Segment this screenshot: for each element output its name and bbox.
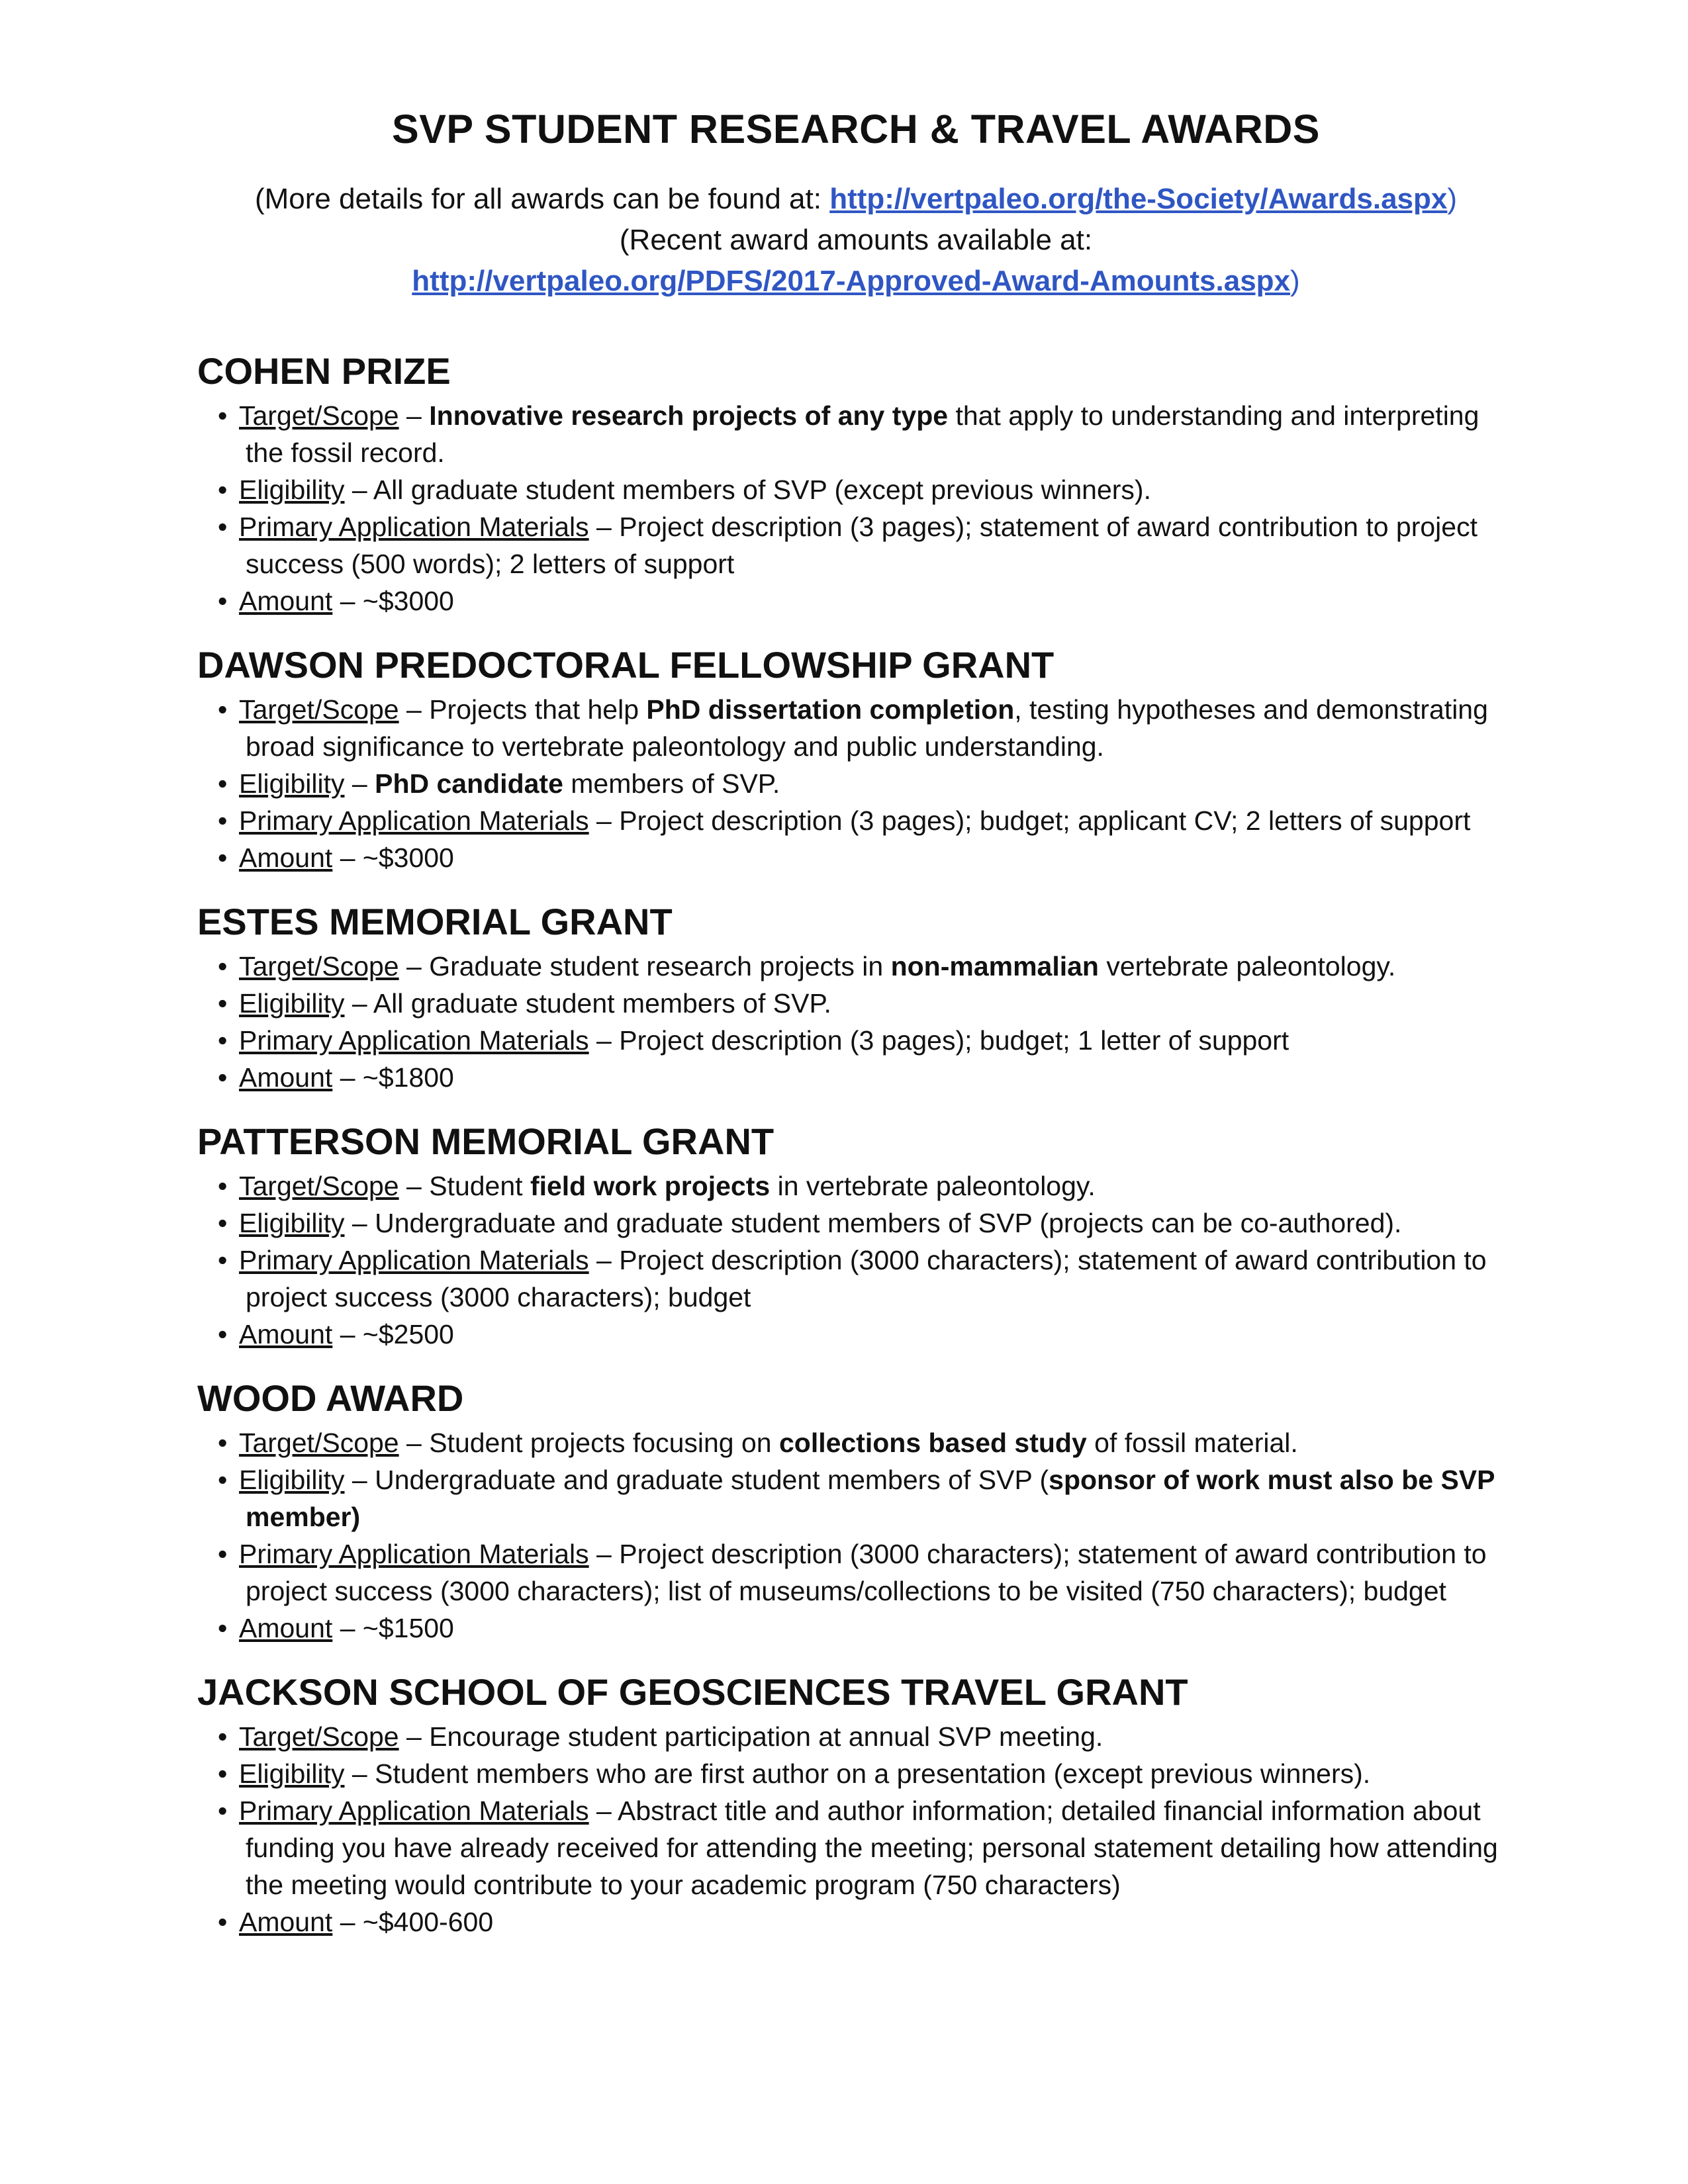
bullet-icon: •: [218, 1758, 228, 1789]
separator: –: [344, 475, 373, 505]
separator: –: [344, 1758, 375, 1789]
materials-value: Project description (3 pages); statement of award contribution to project success (500 words); 2 letters of support: [246, 512, 1477, 579]
target-scope-item: [197, 1424, 1515, 1461]
award-details: [197, 1167, 1515, 1353]
bullet-icon: •: [218, 1613, 228, 1643]
materials-label: Primary Application Materials: [239, 1796, 589, 1826]
award-heading: COHEN PRIZE: [197, 350, 451, 392]
bullet-icon: •: [218, 1796, 228, 1826]
separator: –: [399, 1171, 430, 1201]
separator: –: [344, 988, 373, 1019]
separator: –: [399, 1428, 430, 1458]
eligibility-label: Eligibility: [239, 1465, 345, 1495]
bullet-icon: •: [218, 1465, 228, 1495]
materials-label: Primary Application Materials: [239, 1539, 589, 1569]
materials-value: Project description (3000 characters); statement of award contribution to project success (3000 characters); list of museums/collections to be visited (750 characters); budget: [246, 1539, 1487, 1606]
amount-label: Amount: [239, 1319, 333, 1349]
target-text-end: of fossil material.: [1086, 1428, 1298, 1458]
awards-link[interactable]: http://vertpaleo.org/the-Society/Awards.aspx: [829, 183, 1448, 215]
bullet-icon: •: [218, 1208, 228, 1238]
target-text: Student projects focusing on: [429, 1428, 779, 1458]
eligibility-label: Eligibility: [239, 768, 345, 799]
award-section: [197, 1375, 1515, 1647]
award-section: [197, 899, 1515, 1096]
materials-label: Primary Application Materials: [239, 1245, 589, 1275]
separator: –: [332, 1613, 363, 1643]
amount-label: Amount: [239, 1613, 333, 1643]
amount-value: ~$3000: [362, 586, 454, 616]
award-details: [197, 948, 1515, 1096]
award-heading: WOOD AWARD: [197, 1377, 464, 1419]
award-section: [197, 642, 1515, 876]
target-label: Target/Scope: [239, 1428, 399, 1458]
separator: –: [588, 1245, 620, 1275]
bullet-icon: •: [218, 1245, 228, 1275]
separator: –: [588, 512, 620, 542]
separator: –: [332, 1319, 363, 1349]
bullet-icon: •: [218, 694, 228, 725]
bullet-icon: •: [218, 1319, 228, 1349]
separator: –: [332, 586, 363, 616]
separator: –: [332, 1062, 363, 1093]
eligibility-text: All graduate student members of SVP (except previous winners).: [373, 475, 1151, 505]
target-scope-item: [197, 1718, 1515, 1755]
document-page: [197, 99, 1515, 1963]
amount-value: ~$3000: [362, 842, 454, 873]
separator: –: [344, 1465, 375, 1495]
bullet-icon: •: [218, 1539, 228, 1569]
eligibility-label: Eligibility: [239, 988, 345, 1019]
target-text: Student: [429, 1171, 530, 1201]
materials-item: [197, 1792, 1515, 1903]
materials-item: [197, 508, 1515, 582]
eligibility-label: Eligibility: [239, 1208, 345, 1238]
intro-block: [197, 179, 1515, 302]
separator: –: [588, 1796, 618, 1826]
materials-value: Abstract title and author information; detailed financial information about funding you have already received for attending the meeting; personal statement detailing how attending the meeting would contribute to your academic program (750 characters): [246, 1796, 1498, 1900]
award-amounts-link[interactable]: http://vertpaleo.org/PDFS/2017-Approved-Award-Amounts.aspx: [412, 265, 1291, 297]
target-bold-text: non-mammalian: [890, 951, 1099, 981]
separator: –: [332, 1907, 363, 1937]
target-text-end: , testing hypotheses and demonstrating broad significance to vertebrate paleontology and public understanding.: [246, 694, 1488, 762]
eligibility-label: Eligibility: [239, 1758, 345, 1789]
eligibility-text: Undergraduate and graduate student members of SVP (projects can be co-authored).: [375, 1208, 1402, 1238]
amount-item: [197, 1059, 1515, 1096]
bullet-icon: •: [218, 1428, 228, 1458]
amount-label: Amount: [239, 842, 333, 873]
intro-line-2: (Recent award amounts available at:: [619, 224, 1093, 256]
amount-value: ~$1800: [362, 1062, 454, 1093]
materials-item: [197, 802, 1515, 839]
bullet-icon: •: [218, 842, 228, 873]
eligibility-text: Student members who are first author on a presentation (except previous winners).: [375, 1758, 1371, 1789]
intro-line-3-suffix: ): [1290, 265, 1300, 297]
bullet-icon: •: [218, 512, 228, 542]
intro-line-3: [197, 261, 1515, 302]
award-details: [197, 1718, 1515, 1940]
eligibility-bold-text: sponsor of work must also be SVP member): [246, 1465, 1495, 1532]
separator: –: [344, 1208, 375, 1238]
eligibility-item: [197, 985, 1515, 1022]
target-bold-text: PhD dissertation completion: [646, 694, 1015, 725]
amount-value: ~$2500: [362, 1319, 454, 1349]
materials-label: Primary Application Materials: [239, 1025, 589, 1056]
bullet-icon: •: [218, 400, 228, 431]
amount-value: ~$400-600: [362, 1907, 494, 1937]
target-text: Projects that help: [429, 694, 647, 725]
page-title: SVP STUDENT RESEARCH & TRAVEL AWARDS: [392, 107, 1320, 152]
award-details: [197, 397, 1515, 619]
target-bold-text: Innovative research projects of any type: [429, 400, 949, 431]
award-section: [197, 1118, 1515, 1353]
target-bold-text: collections based study: [778, 1428, 1087, 1458]
eligibility-item: [197, 1755, 1515, 1792]
separator: –: [588, 805, 620, 836]
bullet-icon: •: [218, 768, 228, 799]
eligibility-text: All graduate student members of SVP.: [373, 988, 831, 1019]
bullet-icon: •: [218, 1907, 228, 1937]
separator: –: [588, 1539, 620, 1569]
bullet-icon: •: [218, 1025, 228, 1056]
separator: –: [399, 694, 430, 725]
target-text: Encourage student participation at annual SVP meeting.: [429, 1721, 1103, 1752]
bullet-icon: •: [218, 1171, 228, 1201]
eligibility-bold-text: PhD candidate: [375, 768, 563, 799]
amount-label: Amount: [239, 1062, 333, 1093]
intro-line-1-suffix: ): [1447, 183, 1458, 215]
award-heading: ESTES MEMORIAL GRANT: [197, 901, 673, 942]
materials-item: [197, 1022, 1515, 1059]
award-section: [197, 1669, 1515, 1940]
amount-label: Amount: [239, 586, 333, 616]
intro-line-1-prefix: (More details for all awards can be found at:: [254, 183, 830, 215]
target-scope-item: [197, 948, 1515, 985]
target-label: Target/Scope: [239, 400, 399, 431]
eligibility-text: Undergraduate and graduate student members of SVP (: [375, 1465, 1049, 1495]
target-label: Target/Scope: [239, 694, 399, 725]
bullet-icon: •: [218, 805, 228, 836]
eligibility-label: Eligibility: [239, 475, 345, 505]
eligibility-item: [197, 1461, 1515, 1535]
award-heading: JACKSON SCHOOL OF GEOSCIENCES TRAVEL GRANT: [197, 1671, 1188, 1713]
materials-value: Project description (3000 characters); statement of award contribution to project success (3000 characters); budget: [246, 1245, 1487, 1312]
eligibility-text-end: members of SVP.: [563, 768, 780, 799]
eligibility-item: [197, 471, 1515, 508]
bullet-icon: •: [218, 988, 228, 1019]
award-heading: PATTERSON MEMORIAL GRANT: [197, 1120, 774, 1162]
target-scope-item: [197, 691, 1515, 765]
eligibility-item: [197, 1205, 1515, 1242]
target-label: Target/Scope: [239, 1721, 399, 1752]
award-heading: DAWSON PREDOCTORAL FELLOWSHIP GRANT: [197, 644, 1055, 686]
amount-item: [197, 1903, 1515, 1940]
separator: –: [399, 1721, 430, 1752]
target-label: Target/Scope: [239, 951, 399, 981]
target-label: Target/Scope: [239, 1171, 399, 1201]
award-details: [197, 1424, 1515, 1647]
award-details: [197, 691, 1515, 876]
materials-label: Primary Application Materials: [239, 512, 589, 542]
intro-line-1: [197, 179, 1515, 220]
target-text-end: in vertebrate paleontology.: [770, 1171, 1096, 1201]
bullet-icon: •: [218, 1721, 228, 1752]
eligibility-item: [197, 765, 1515, 802]
materials-item: [197, 1242, 1515, 1316]
amount-label: Amount: [239, 1907, 333, 1937]
materials-value: Project description (3 pages); budget; applicant CV; 2 letters of support: [619, 805, 1471, 836]
awards-list: [197, 348, 1515, 1940]
bullet-icon: •: [218, 951, 228, 981]
separator: –: [344, 768, 375, 799]
bullet-icon: •: [218, 475, 228, 505]
amount-item: [197, 1316, 1515, 1353]
materials-label: Primary Application Materials: [239, 805, 589, 836]
materials-value: Project description (3 pages); budget; 1 letter of support: [619, 1025, 1289, 1056]
amount-item: [197, 839, 1515, 876]
target-bold-text: field work projects: [530, 1171, 771, 1201]
target-text: Graduate student research projects in: [429, 951, 891, 981]
separator: –: [332, 842, 363, 873]
target-text-end: that apply to understanding and interpreting the fossil record.: [246, 400, 1479, 468]
materials-item: [197, 1535, 1515, 1610]
separator: –: [399, 400, 430, 431]
separator: –: [399, 951, 430, 981]
target-scope-item: [197, 397, 1515, 471]
amount-value: ~$1500: [362, 1613, 454, 1643]
amount-item: [197, 582, 1515, 619]
target-scope-item: [197, 1167, 1515, 1205]
amount-item: [197, 1610, 1515, 1647]
award-section: [197, 348, 1515, 619]
bullet-icon: •: [218, 1062, 228, 1093]
bullet-icon: •: [218, 586, 228, 616]
separator: –: [588, 1025, 620, 1056]
target-text-end: vertebrate paleontology.: [1098, 951, 1396, 981]
